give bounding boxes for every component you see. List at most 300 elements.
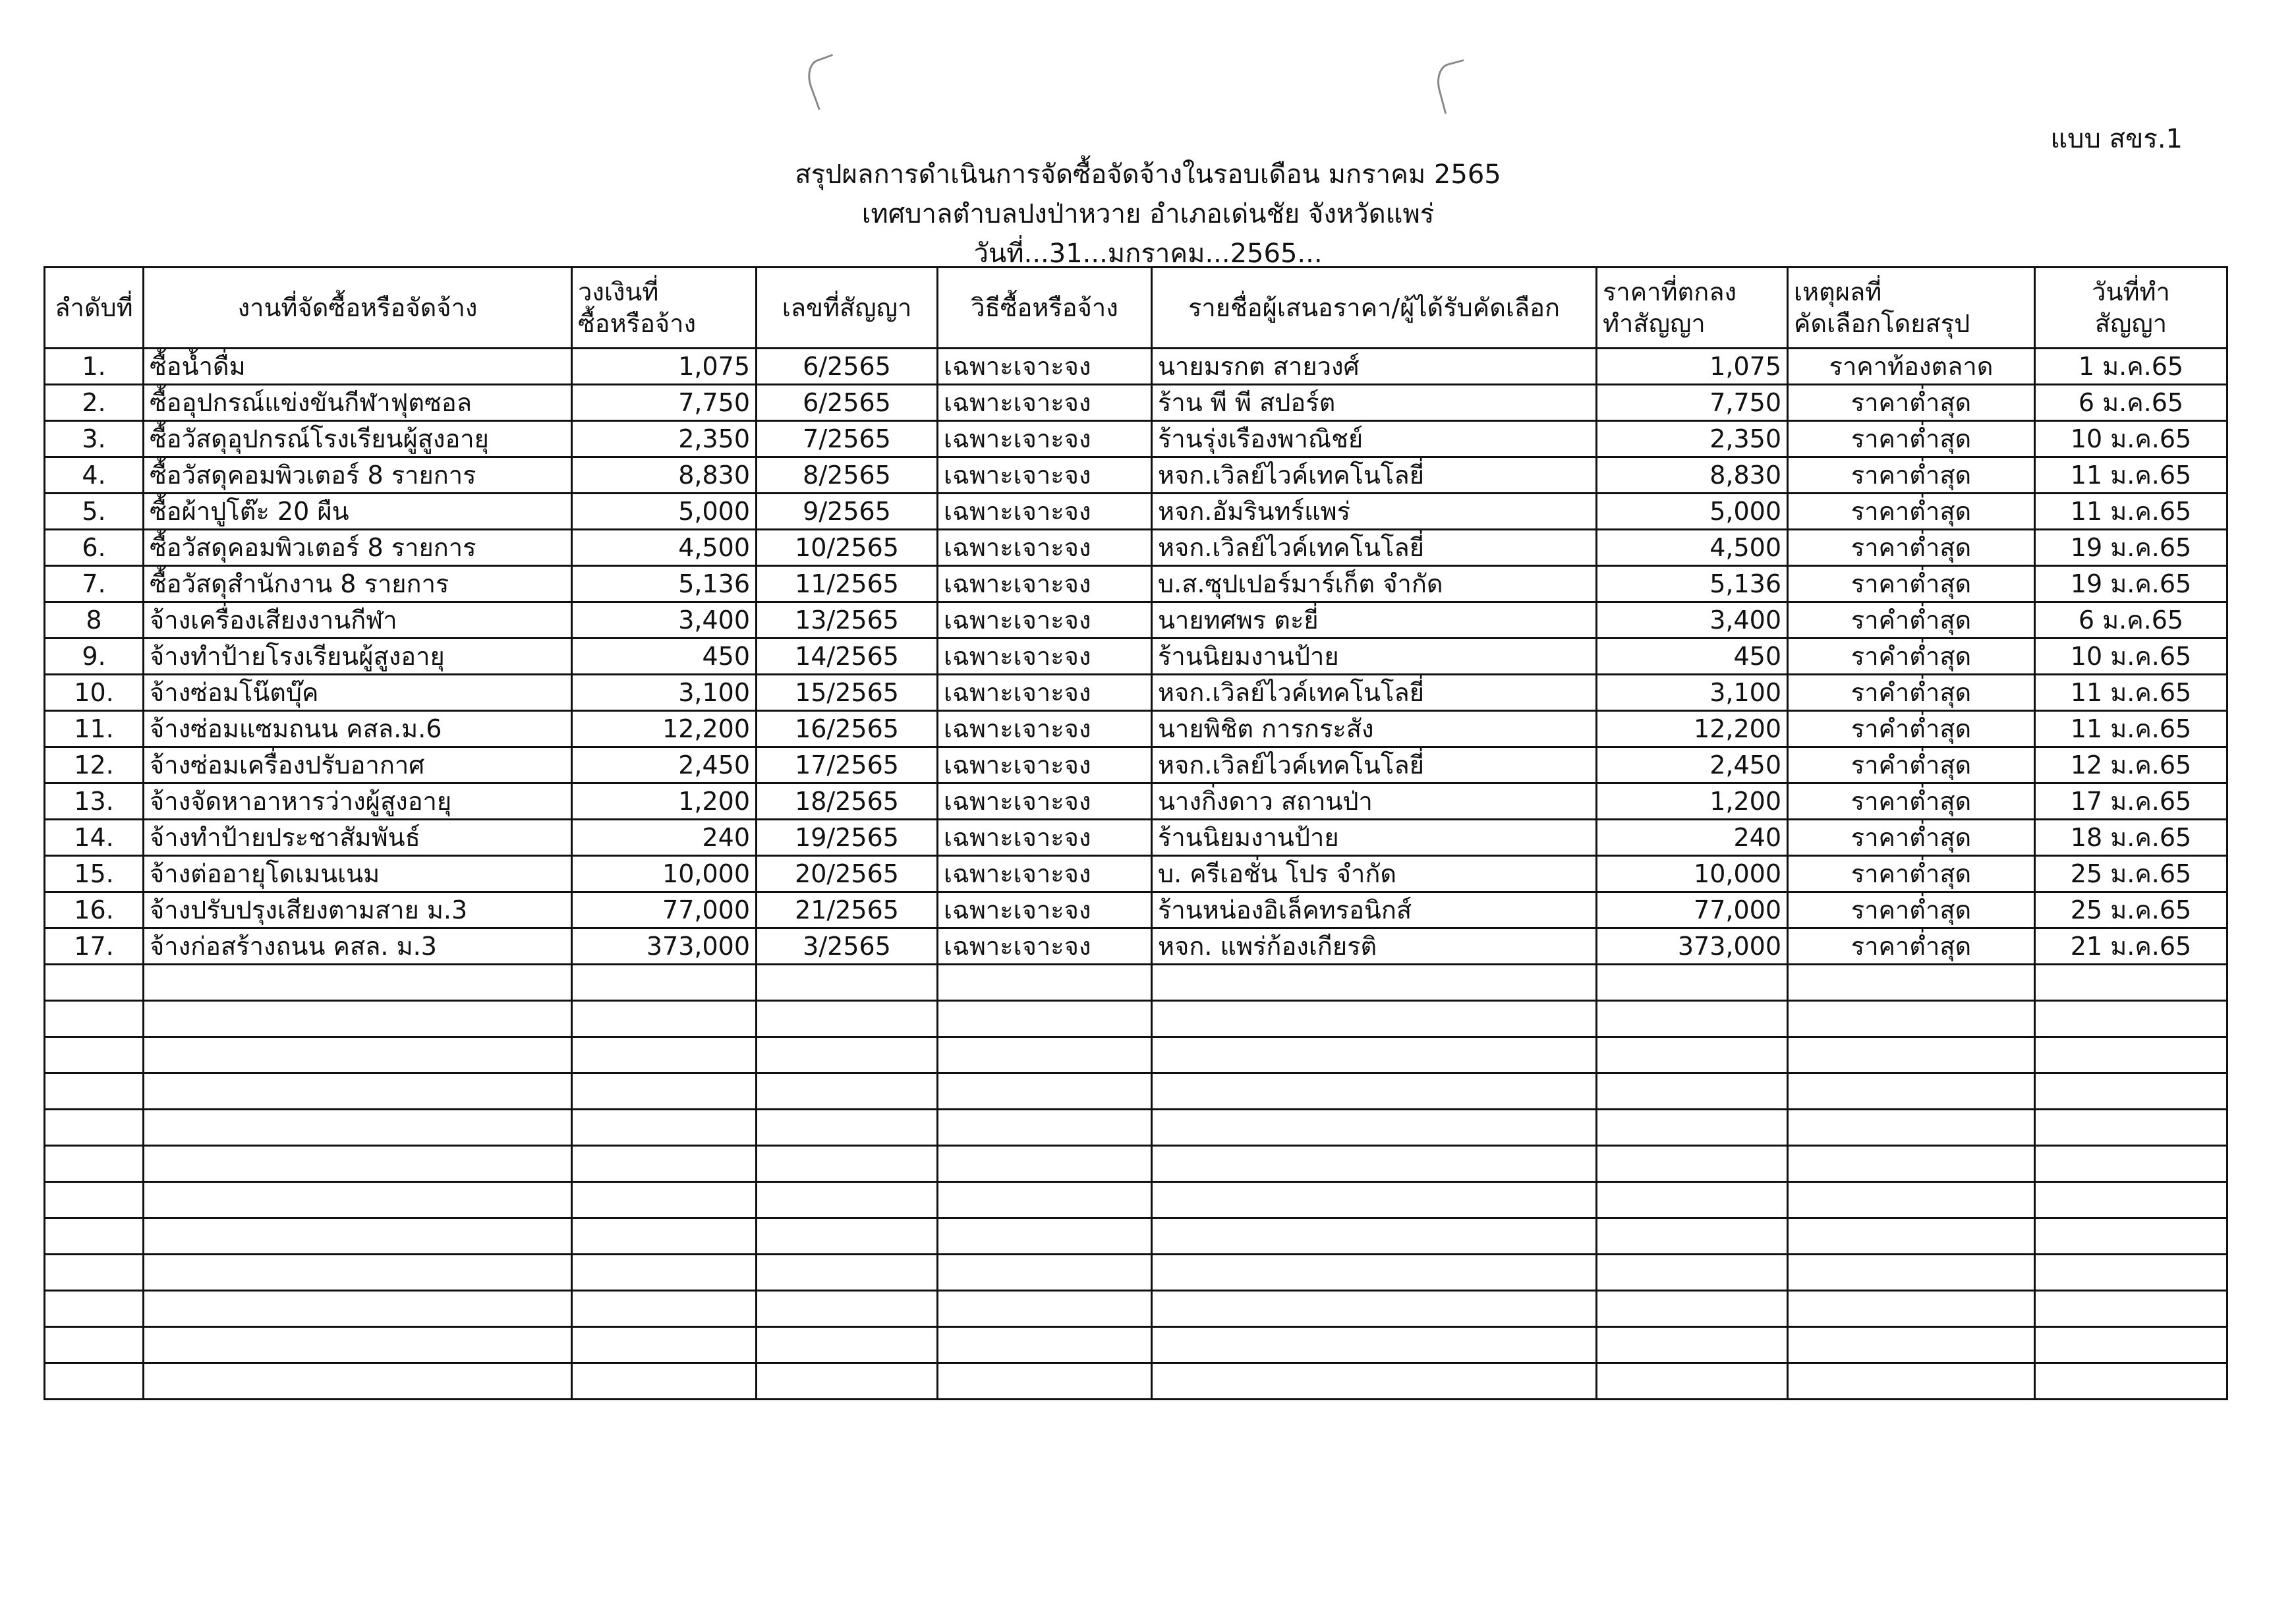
cell-budget-empty (572, 1218, 757, 1255)
cell-price-empty (1597, 1327, 1788, 1363)
organization-line: เทศบาลตำบลปงป่าหวาย อำเภอเด่นชัย จังหวัดแพร่ (861, 199, 1435, 229)
cell-bidder-empty (1152, 1001, 1597, 1037)
cell-budget: 4,500 (572, 530, 757, 566)
document-title: สรุปผลการดำเนินการจัดซื้อจัดจ้างในรอบเดือน มกราคม 2565 (795, 159, 1501, 190)
empty-table-row (45, 1073, 2227, 1110)
cell-bidder: นายพิชิต การกระสัง (1152, 711, 1597, 747)
cell-budget: 8,830 (572, 457, 757, 494)
cell-date: 19 ม.ค.65 (2035, 530, 2227, 566)
header-budget-line2: ซื้อหรือจ้าง (578, 309, 697, 338)
header-work: งานที่จัดซื้อหรือจัดจ้าง (144, 268, 572, 349)
table-row (45, 892, 2227, 928)
cell-method: เฉพาะเจาะจง (938, 928, 1152, 965)
header-reason (1788, 268, 2035, 349)
cell-work: ซื้อผ้าปูโต๊ะ 20 ผืน (144, 494, 572, 530)
cell-work: จ้างซ่อมเครื่องปรับอากาศ (144, 747, 572, 783)
cell-reason: ราคาท้องตลาด (1788, 349, 2035, 385)
table-row (45, 928, 2227, 965)
cell-seq: 5. (45, 494, 144, 530)
cell-price: 450 (1597, 639, 1788, 675)
cell-price-empty (1597, 1037, 1788, 1073)
cell-contract-no: 11/2565 (757, 566, 938, 602)
cell-method-empty (938, 1146, 1152, 1182)
cell-work: จ้างซ่อมแซมถนน คสล.ม.6 (144, 711, 572, 747)
cell-work: ซื้อน้ำดื่ม (144, 349, 572, 385)
cell-reason-empty (1788, 1291, 2035, 1327)
cell-bidder-empty (1152, 1291, 1597, 1327)
cell-work-empty (144, 1218, 572, 1255)
cell-work: จ้างปรับปรุงเสียงตามสาย ม.3 (144, 892, 572, 928)
cell-work: จ้างต่ออายุโดเมนเนม (144, 856, 572, 892)
cell-price-empty (1597, 1001, 1788, 1037)
cell-reason: ราคำต่ำสุด (1788, 675, 2035, 711)
empty-table-row (45, 1363, 2227, 1400)
cell-seq: 3. (45, 421, 144, 457)
cell-budget: 450 (572, 639, 757, 675)
cell-reason: ราคาต่ำสุด (1788, 566, 2035, 602)
cell-date: 10 ม.ค.65 (2035, 421, 2227, 457)
cell-method: เฉพาะเจาะจง (938, 675, 1152, 711)
cell-contract-no: 19/2565 (757, 820, 938, 856)
cell-contract-no: 7/2565 (757, 421, 938, 457)
cell-seq: 13. (45, 783, 144, 820)
cell-work: จ้างก่อสร้างถนน คสล. ม.3 (144, 928, 572, 965)
empty-table-row (45, 1110, 2227, 1146)
cell-bidder-empty (1152, 1073, 1597, 1110)
cell-reason-empty (1788, 965, 2035, 1001)
cell-reason: ราคาต่ำสุด (1788, 928, 2035, 965)
empty-table-row (45, 1218, 2227, 1255)
cell-reason: ราคาต่ำสุด (1788, 530, 2035, 566)
cell-method-empty (938, 1363, 1152, 1400)
cell-contract-no-empty (757, 1001, 938, 1037)
cell-budget: 2,350 (572, 421, 757, 457)
cell-price-empty (1597, 1255, 1788, 1291)
cell-date: 18 ม.ค.65 (2035, 820, 2227, 856)
cell-price: 1,075 (1597, 349, 1788, 385)
cell-reason-empty (1788, 1037, 2035, 1073)
cell-work-empty (144, 1182, 572, 1218)
cell-method-empty (938, 1218, 1152, 1255)
cell-work-empty (144, 1146, 572, 1182)
cell-budget: 1,200 (572, 783, 757, 820)
cell-contract-no: 14/2565 (757, 639, 938, 675)
cell-contract-no-empty (757, 1291, 938, 1327)
cell-seq: 7. (45, 566, 144, 602)
cell-reason: ราคาต่ำสุด (1788, 820, 2035, 856)
cell-reason: ราคาต่ำสุด (1788, 385, 2035, 421)
cell-contract-no-empty (757, 1255, 938, 1291)
header-date-line1: วันที่ทำ (2092, 277, 2170, 306)
cell-reason: ราคาต่ำสุด (1788, 856, 2035, 892)
cell-bidder-empty (1152, 1110, 1597, 1146)
cell-bidder-empty (1152, 965, 1597, 1001)
cell-contract-no: 6/2565 (757, 385, 938, 421)
table-row (45, 639, 2227, 675)
empty-table-row (45, 1001, 2227, 1037)
cell-price-empty (1597, 1291, 1788, 1327)
cell-reason: ราคาต่ำสุด (1788, 892, 2035, 928)
cell-method: เฉพาะเจาะจง (938, 349, 1152, 385)
cell-method-empty (938, 1001, 1152, 1037)
cell-work-empty (144, 1110, 572, 1146)
cell-budget-empty (572, 1363, 757, 1400)
cell-date-empty (2035, 1218, 2227, 1255)
cell-budget: 3,400 (572, 602, 757, 639)
cell-reason: ราคำต่ำสุด (1788, 602, 2035, 639)
cell-seq: 11. (45, 711, 144, 747)
cell-seq-empty (45, 1182, 144, 1218)
cell-bidder-empty (1152, 1182, 1597, 1218)
cell-seq-empty (45, 1037, 144, 1073)
cell-reason-empty (1788, 1073, 2035, 1110)
cell-method: เฉพาะเจาะจง (938, 711, 1152, 747)
cell-price-empty (1597, 1073, 1788, 1110)
empty-table-row (45, 965, 2227, 1001)
empty-table-row (45, 1182, 2227, 1218)
cell-contract-no: 9/2565 (757, 494, 938, 530)
cell-reason: ราคาต่ำสุด (1788, 421, 2035, 457)
punch-hole-mark (802, 54, 849, 110)
header-method: วิธีซื้อหรือจ้าง (938, 268, 1152, 349)
cell-seq-empty (45, 965, 144, 1001)
header-budget-line1: วงเงินที่ (578, 277, 659, 306)
cell-reason: ราคาต่ำสุด (1788, 783, 2035, 820)
cell-method: เฉพาะเจาะจง (938, 639, 1152, 675)
cell-date-empty (2035, 1001, 2227, 1037)
cell-budget-empty (572, 965, 757, 1001)
cell-contract-no: 13/2565 (757, 602, 938, 639)
cell-work: ซื้อวัสดุอุปกรณ์โรงเรียนผู้สูงอายุ (144, 421, 572, 457)
cell-budget-empty (572, 1001, 757, 1037)
cell-seq: 17. (45, 928, 144, 965)
cell-contract-no-empty (757, 1146, 938, 1182)
cell-budget-empty (572, 1291, 757, 1327)
cell-method-empty (938, 1182, 1152, 1218)
cell-budget: 5,000 (572, 494, 757, 530)
header-seq: ลำดับที่ (45, 268, 144, 349)
cell-date: 6 ม.ค.65 (2035, 602, 2227, 639)
cell-method: เฉพาะเจาะจง (938, 892, 1152, 928)
cell-bidder: หจก.เวิลย์ไวค์เทคโนโลยี่ (1152, 530, 1597, 566)
table-header-row (45, 268, 2227, 349)
empty-table-row (45, 1146, 2227, 1182)
cell-seq: 1. (45, 349, 144, 385)
cell-work: จ้างซ่อมโน๊ตบุ๊ค (144, 675, 572, 711)
cell-work: ซื้ออุปกรณ์แข่งขันกีฬาฟุตซอล (144, 385, 572, 421)
cell-bidder: หจก.เวิลย์ไวค์เทคโนโลยี่ (1152, 747, 1597, 783)
cell-work-empty (144, 1327, 572, 1363)
cell-method-empty (938, 1291, 1152, 1327)
cell-reason: ราคาต่ำสุด (1788, 457, 2035, 494)
table-row (45, 494, 2227, 530)
cell-seq: 12. (45, 747, 144, 783)
cell-date: 25 ม.ค.65 (2035, 892, 2227, 928)
cell-method: เฉพาะเจาะจง (938, 494, 1152, 530)
cell-method-empty (938, 1073, 1152, 1110)
empty-table-row (45, 1291, 2227, 1327)
cell-date-empty (2035, 965, 2227, 1001)
cell-date-empty (2035, 1146, 2227, 1182)
cell-contract-no: 16/2565 (757, 711, 938, 747)
cell-contract-no-empty (757, 1363, 938, 1400)
cell-contract-no: 6/2565 (757, 349, 938, 385)
cell-budget: 7,750 (572, 385, 757, 421)
cell-method: เฉพาะเจาะจง (938, 820, 1152, 856)
table-row (45, 566, 2227, 602)
cell-method: เฉพาะเจาะจง (938, 747, 1152, 783)
cell-seq-empty (45, 1001, 144, 1037)
cell-budget: 1,075 (572, 349, 757, 385)
table-row (45, 675, 2227, 711)
table-row (45, 711, 2227, 747)
cell-seq: 10. (45, 675, 144, 711)
header-contract-no: เลขที่สัญญา (757, 268, 938, 349)
cell-seq-empty (45, 1291, 144, 1327)
cell-contract-no: 17/2565 (757, 747, 938, 783)
cell-contract-no-empty (757, 1218, 938, 1255)
cell-date-empty (2035, 1073, 2227, 1110)
cell-price: 5,000 (1597, 494, 1788, 530)
cell-seq: 15. (45, 856, 144, 892)
cell-work: ซื้อวัสดุสำนักงาน 8 รายการ (144, 566, 572, 602)
cell-date: 21 ม.ค.65 (2035, 928, 2227, 965)
cell-seq-empty (45, 1146, 144, 1182)
cell-price-empty (1597, 1146, 1788, 1182)
table-row (45, 457, 2227, 494)
cell-price: 12,200 (1597, 711, 1788, 747)
cell-budget-empty (572, 1110, 757, 1146)
cell-date-empty (2035, 1037, 2227, 1073)
cell-reason: ราคำต่ำสุด (1788, 747, 2035, 783)
cell-contract-no: 15/2565 (757, 675, 938, 711)
cell-work-empty (144, 1037, 572, 1073)
cell-work-empty (144, 965, 572, 1001)
cell-method-empty (938, 1255, 1152, 1291)
cell-method: เฉพาะเจาะจง (938, 421, 1152, 457)
empty-table-row (45, 1255, 2227, 1291)
cell-seq-empty (45, 1110, 144, 1146)
cell-method: เฉพาะเจาะจง (938, 602, 1152, 639)
cell-bidder-empty (1152, 1327, 1597, 1363)
header-price-line2: ทำสัญญา (1603, 309, 1706, 338)
cell-price-empty (1597, 1110, 1788, 1146)
cell-price: 1,200 (1597, 783, 1788, 820)
punch-hole-mark (1432, 59, 1476, 114)
cell-date: 17 ม.ค.65 (2035, 783, 2227, 820)
cell-contract-no: 21/2565 (757, 892, 938, 928)
cell-work: จ้างเครื่องเสียงงานกีฬา (144, 602, 572, 639)
cell-budget: 3,100 (572, 675, 757, 711)
cell-reason: ราคาต่ำสุด (1788, 494, 2035, 530)
cell-method: เฉพาะเจาะจง (938, 856, 1152, 892)
cell-bidder: หจก. แพร่ก้องเกียรติ (1152, 928, 1597, 965)
cell-date: 25 ม.ค.65 (2035, 856, 2227, 892)
cell-reason-empty (1788, 1363, 2035, 1400)
cell-reason-empty (1788, 1001, 2035, 1037)
header-price (1597, 268, 1788, 349)
cell-date-empty (2035, 1363, 2227, 1400)
cell-contract-no-empty (757, 1073, 938, 1110)
cell-method: เฉพาะเจาะจง (938, 457, 1152, 494)
cell-method: เฉพาะเจาะจง (938, 783, 1152, 820)
cell-work-empty (144, 1001, 572, 1037)
cell-bidder-empty (1152, 1363, 1597, 1400)
cell-work: ซื้อวัสดุคอมพิวเตอร์ 8 รายการ (144, 530, 572, 566)
cell-date: 11 ม.ค.65 (2035, 457, 2227, 494)
table-row (45, 349, 2227, 385)
cell-work-empty (144, 1363, 572, 1400)
cell-contract-no-empty (757, 1182, 938, 1218)
header-reason-line1: เหตุผลที่ (1794, 277, 1882, 306)
cell-bidder: นายมรกต สายวงศ์ (1152, 349, 1597, 385)
procurement-table (43, 266, 2228, 1400)
cell-contract-no-empty (757, 1037, 938, 1073)
table-row (45, 783, 2227, 820)
cell-bidder: บ.ส.ซุปเปอร์มาร์เก็ต จำกัด (1152, 566, 1597, 602)
cell-price: 8,830 (1597, 457, 1788, 494)
cell-seq: 16. (45, 892, 144, 928)
cell-work-empty (144, 1073, 572, 1110)
cell-method-empty (938, 1037, 1152, 1073)
cell-reason-empty (1788, 1110, 2035, 1146)
header-date-line2: สัญญา (2094, 309, 2167, 338)
cell-contract-no: 8/2565 (757, 457, 938, 494)
cell-budget-empty (572, 1037, 757, 1073)
cell-reason: ราคำต่ำสุด (1788, 711, 2035, 747)
cell-price: 2,350 (1597, 421, 1788, 457)
cell-price-empty (1597, 1363, 1788, 1400)
cell-bidder: หจก.อัมรินทร์แพร่ (1152, 494, 1597, 530)
cell-date: 10 ม.ค.65 (2035, 639, 2227, 675)
cell-contract-no-empty (757, 1327, 938, 1363)
cell-bidder: หจก.เวิลย์ไวค์เทคโนโลยี่ (1152, 457, 1597, 494)
cell-budget: 10,000 (572, 856, 757, 892)
cell-price-empty (1597, 1218, 1788, 1255)
cell-work: ซื้อวัสดุคอมพิวเตอร์ 8 รายการ (144, 457, 572, 494)
header-price-line1: ราคาที่ตกลง (1603, 277, 1737, 306)
cell-budget: 373,000 (572, 928, 757, 965)
cell-contract-no: 10/2565 (757, 530, 938, 566)
cell-seq-empty (45, 1073, 144, 1110)
cell-reason-empty (1788, 1255, 2035, 1291)
cell-budget: 77,000 (572, 892, 757, 928)
cell-bidder: ร้าน พี พี สปอร์ต (1152, 385, 1597, 421)
cell-bidder: บ. ครีเอชั่น โปร จำกัด (1152, 856, 1597, 892)
cell-seq: 9. (45, 639, 144, 675)
cell-date: 11 ม.ค.65 (2035, 675, 2227, 711)
header-budget (572, 268, 757, 349)
cell-price: 373,000 (1597, 928, 1788, 965)
cell-seq-empty (45, 1255, 144, 1291)
cell-date-empty (2035, 1182, 2227, 1218)
cell-contract-no: 3/2565 (757, 928, 938, 965)
cell-work: จ้างจัดหาอาหารว่างผู้สูงอายุ (144, 783, 572, 820)
cell-budget-empty (572, 1073, 757, 1110)
cell-date-empty (2035, 1110, 2227, 1146)
cell-method-empty (938, 965, 1152, 1001)
cell-bidder: ร้านนิยมงานป้าย (1152, 639, 1597, 675)
cell-contract-no-empty (757, 965, 938, 1001)
cell-date-empty (2035, 1327, 2227, 1363)
cell-method: เฉพาะเจาะจง (938, 385, 1152, 421)
cell-price: 3,100 (1597, 675, 1788, 711)
cell-contract-no: 18/2565 (757, 783, 938, 820)
table-row (45, 602, 2227, 639)
cell-date: 6 ม.ค.65 (2035, 385, 2227, 421)
cell-budget-empty (572, 1255, 757, 1291)
cell-bidder: หจก.เวิลย์ไวค์เทคโนโลยี่ (1152, 675, 1597, 711)
cell-date: 19 ม.ค.65 (2035, 566, 2227, 602)
cell-reason: ราคำต่ำสุด (1788, 639, 2035, 675)
cell-budget: 2,450 (572, 747, 757, 783)
table-row (45, 747, 2227, 783)
cell-work: จ้างทำป้ายประชาสัมพันธ์ (144, 820, 572, 856)
cell-budget: 12,200 (572, 711, 757, 747)
cell-reason-empty (1788, 1327, 2035, 1363)
cell-budget-empty (572, 1327, 757, 1363)
cell-seq-empty (45, 1218, 144, 1255)
header-date (2035, 268, 2227, 349)
cell-seq: 8 (45, 602, 144, 639)
cell-price: 10,000 (1597, 856, 1788, 892)
cell-budget-empty (572, 1146, 757, 1182)
cell-price: 77,000 (1597, 892, 1788, 928)
empty-table-row (45, 1327, 2227, 1363)
cell-date: 1 ม.ค.65 (2035, 349, 2227, 385)
cell-seq: 6. (45, 530, 144, 566)
form-code: แบบ สขร.1 (2050, 124, 2183, 154)
cell-price: 4,500 (1597, 530, 1788, 566)
cell-price: 240 (1597, 820, 1788, 856)
cell-method-empty (938, 1110, 1152, 1146)
cell-work-empty (144, 1291, 572, 1327)
cell-price: 2,450 (1597, 747, 1788, 783)
cell-bidder-empty (1152, 1218, 1597, 1255)
cell-reason-empty (1788, 1218, 2035, 1255)
header-reason-line2: คัดเลือกโดยสรุป (1794, 309, 1970, 338)
table-row (45, 856, 2227, 892)
cell-method-empty (938, 1327, 1152, 1363)
cell-bidder: นางกิ่งดาว สถานป่า (1152, 783, 1597, 820)
cell-bidder: ร้านรุ่งเรืองพาณิชย์ (1152, 421, 1597, 457)
cell-bidder: ร้านนิยมงานป้าย (1152, 820, 1597, 856)
cell-method: เฉพาะเจาะจง (938, 530, 1152, 566)
cell-reason-empty (1788, 1146, 2035, 1182)
cell-date: 11 ม.ค.65 (2035, 494, 2227, 530)
empty-table-row (45, 1037, 2227, 1073)
cell-bidder: นายทศพร ตะยี่ (1152, 602, 1597, 639)
cell-bidder-empty (1152, 1146, 1597, 1182)
cell-seq-empty (45, 1363, 144, 1400)
cell-price: 7,750 (1597, 385, 1788, 421)
table-row (45, 820, 2227, 856)
cell-price: 3,400 (1597, 602, 1788, 639)
cell-seq: 4. (45, 457, 144, 494)
cell-price: 5,136 (1597, 566, 1788, 602)
cell-method: เฉพาะเจาะจง (938, 566, 1152, 602)
table-row (45, 421, 2227, 457)
cell-date-empty (2035, 1255, 2227, 1291)
table-body (45, 349, 2227, 1400)
cell-date-empty (2035, 1291, 2227, 1327)
cell-contract-no-empty (757, 1110, 938, 1146)
cell-bidder: ร้านหน่องอิเล็คทรอนิกส์ (1152, 892, 1597, 928)
cell-price-empty (1597, 965, 1788, 1001)
cell-price-empty (1597, 1182, 1788, 1218)
cell-date: 11 ม.ค.65 (2035, 711, 2227, 747)
cell-contract-no: 20/2565 (757, 856, 938, 892)
